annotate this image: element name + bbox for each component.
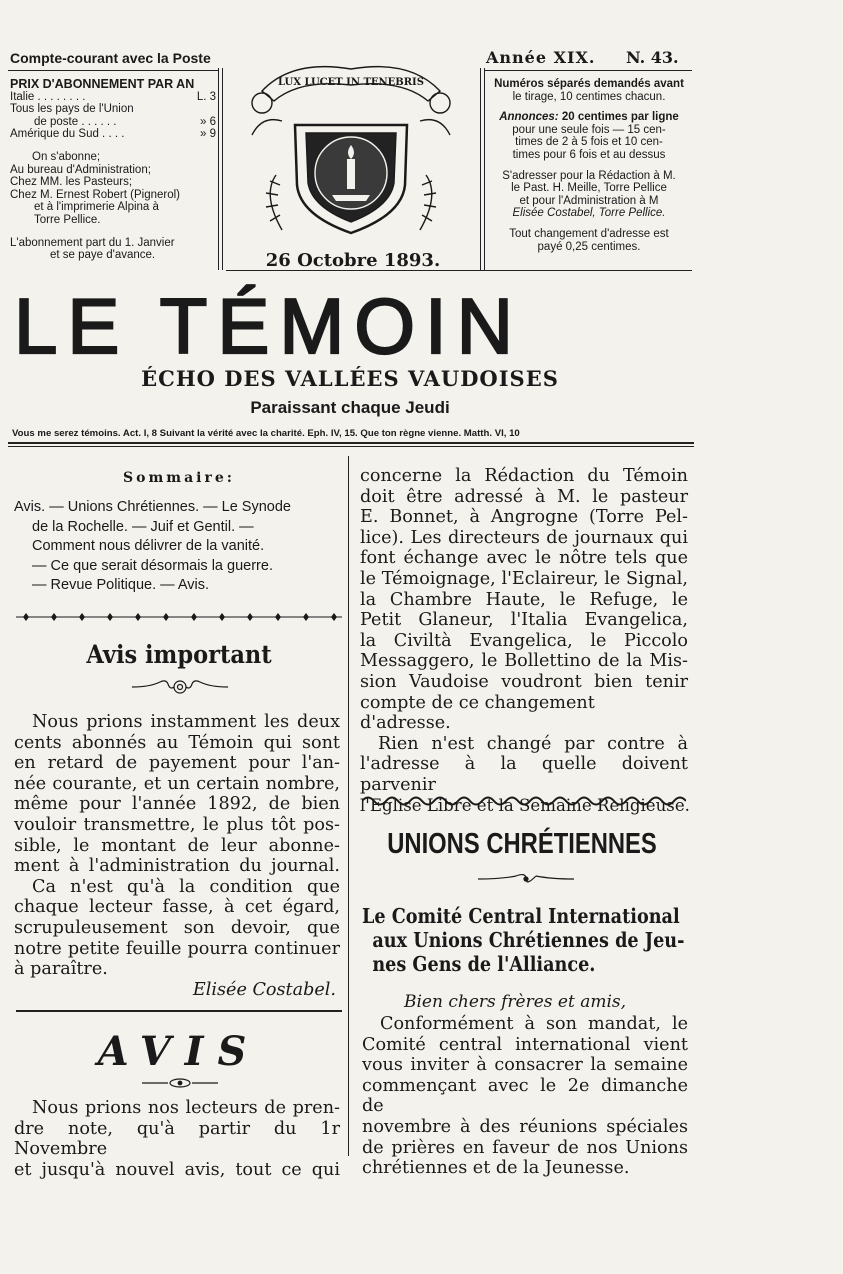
body-line: Conformément à son mandat, le [380,1014,688,1034]
scripture-verses: Vous me serez témoins. Act. I, 8 Suivant la vérité avec la charité. Eph. IV, 15. Que ton règne vienne. Matth. VI, 10 [12,428,520,439]
address-line: le Past. H. Meille, Torre Pellice [511,182,667,195]
redaction-notice [360,466,688,816]
sommaire [14,498,344,596]
price-value: » 6 [200,115,216,128]
subscribe-line: Chez M. Ernest Robert (Pignerol) [10,188,181,201]
avis-important-body [14,712,340,1000]
subtitle-line: nes Gens de l'Alliance. [372,952,596,976]
sommaire-line: — Ce que serait désormais la guerre. [32,557,273,574]
body-line: doit être adressé à M. le pasteur [360,486,688,507]
wave-divider [362,794,686,808]
body-line: la Chambre Haute, le Refuge, le [360,589,688,610]
body-line: Nous prions instamment les deux [32,712,340,732]
body-line: font échange avec le nôtre tels que [360,548,688,569]
postal-account-note: Compte-courant avec la Poste [10,50,211,66]
ornament-divider [130,676,230,698]
annonces-line: pour une seule fois — 15 cen- [512,123,666,136]
sommaire-line: de la Rochelle. — Juif et Gentil. — [32,518,254,535]
body-line: à paraître. [14,959,108,980]
price-header: PRIX D'ABONNEMENT PAR AN [10,77,195,91]
annonces-line: 20 centimes par ligne [561,111,679,124]
emblem-logo [222,55,480,247]
body-line: et jusqu'à nouvel avis, tout ce qui [14,1159,340,1180]
annonces-line: times pour 6 fois et au dessus [512,148,666,161]
body-line: Rien n'est changé par contre à [378,733,688,754]
body-line: novembre à des réunions spéciales [362,1116,688,1137]
body-line: concerne la Rédaction du Témoin [360,466,688,486]
body-line: Messaggero, le Bollettino de la Mis- [360,651,688,672]
salutation: Bien chers frères et amis, [404,992,627,1012]
sommaire-title: Sommaire: [123,470,235,486]
price-label: Italie . . . . . . . . [10,90,86,103]
annonces-line: times de 2 à 5 fois et 10 cen- [515,136,663,149]
subscription-price-box [10,78,216,262]
tagline: Paraissant chaque Jeudi [250,398,450,417]
subscription-start: et se paye d'avance. [50,249,156,262]
price-value: » 9 [200,128,216,141]
subtitle-line: aux Unions Chrétiennes de Jeu- [372,928,685,952]
body-line: E. Bonnet, à Angrogne (Torre Pel- [360,507,688,528]
info-line: Numéros séparés demandés avant [494,78,684,90]
subscribe-line: On s'abonne; [32,150,101,163]
body-line: notre petite feuille pourra continuer [14,938,340,959]
body-line: l'Eglise Libre et la Semaine Religieuse. [360,795,690,815]
body-line: Ca n'est qu'à la condition que [32,876,340,897]
price-label: de poste . . . . . . [34,115,117,128]
change-line: payé 0,25 centimes. [537,240,641,253]
body-line: cents abonnés au Témoin qui sont [14,732,340,753]
body-line: commençant avec le 2e dimanche de [362,1075,688,1117]
subscription-start: L'abonnement part du 1. Janvier [10,236,175,249]
subscribe-line: Au bureau d'Administration; [10,163,151,176]
body-line: chaque lecteur fasse, à cet égard, [14,897,340,918]
body-line: compte de ce changement d'adresse. [360,692,595,734]
subscribe-line: Chez MM. les Pasteurs; [10,176,133,189]
issue-date: 26 Octobre 1893. [265,250,441,271]
body-line: ment à l'administration du journal. [14,856,340,877]
body-line: Comité central international vient [362,1034,688,1055]
ornament-divider [476,872,576,886]
year-label: Année XIX. [486,48,596,67]
price-label: Tous les pays de l'Union [10,103,134,116]
unions-body [362,1014,688,1179]
dotted-divider [16,611,342,623]
price-value: L. 3 [196,90,216,103]
unions-title: UNIONS CHRÉTIENNES [387,828,657,860]
body-line: née courante, et un certain nombre, [14,773,340,794]
body-line: la Civiltà Evangelica, le Piccolo [360,630,688,651]
emblem-motto: LUX LUCET IN TENEBRIS [278,77,424,88]
subscribe-line: et à l'imprimerie Alpina à [34,201,159,214]
change-line: Tout changement d'adresse est [509,227,669,240]
avis-body [14,1098,340,1180]
sommaire-line: Avis. — Unions Chrétiennes. — Le Synode [14,499,291,515]
subtitle-line: Le Comité Central International [362,904,680,928]
body-line: chrétiennes et de la Jeunesse. [362,1158,630,1179]
body-line: Nous prions nos lecteurs de pren- [32,1098,340,1118]
price-label: Amérique du Sud . . . . [10,128,125,141]
right-info-box [486,78,692,253]
body-line: vouloir transmettre, le plus tôt pos- [14,814,340,835]
avis-important-title: Avis important [86,640,272,669]
body-line: le Témoignage, l'Eclaireur, le Signal, [360,568,688,589]
signature: Elisée Costabel. [192,979,336,1000]
address-line: Elisée Costabel, Torre Pellice. [512,207,666,220]
newspaper-subtitle: ÉCHO DES VALLÉES VAUDOISES [141,366,559,391]
body-line: vous inviter à consacrer la semaine [362,1055,688,1076]
body-line: sion Vaudoise voudront bien tenir [360,671,688,692]
avis-title: AVIS [97,1028,261,1075]
newspaper-title: LE TÉMOIN [14,282,523,370]
ornament-divider [140,1076,220,1090]
body-line: Petit Glaneur, l'Italia Evangelica, [360,610,688,631]
body-line: de prières en faveur de nos Unions [362,1137,688,1158]
body-line: dre note, qu'à partir du 1r Novembre [14,1118,340,1160]
issue-number: N. 43. [626,48,679,67]
body-line: sible, le montant de leur abonne- [14,835,340,856]
unions-subtitle [362,904,685,976]
annonces-label: Annonces: [499,111,559,124]
body-line: même pour l'année 1892, de bien [14,794,340,815]
info-line: le tirage, 10 centimes chacun. [512,90,666,103]
address-line: S'adresser pour la Rédaction à M. [502,169,676,182]
subscribe-line: Torre Pellice. [34,213,101,226]
body-line: en retard de payement pour l'an- [14,753,340,774]
body-line: lice). Les directeurs de journaux qui [360,527,688,548]
body-line: scrupuleusement son devoir, que [14,917,340,938]
sommaire-line: Comment nous délivrer de la vanité. [32,538,265,554]
address-line: et pour l'Administration à M [519,194,659,207]
sommaire-line: — Revue Politique. — Avis. [32,577,210,593]
body-line: l'adresse à la quelle doivent parvenir [360,754,688,795]
